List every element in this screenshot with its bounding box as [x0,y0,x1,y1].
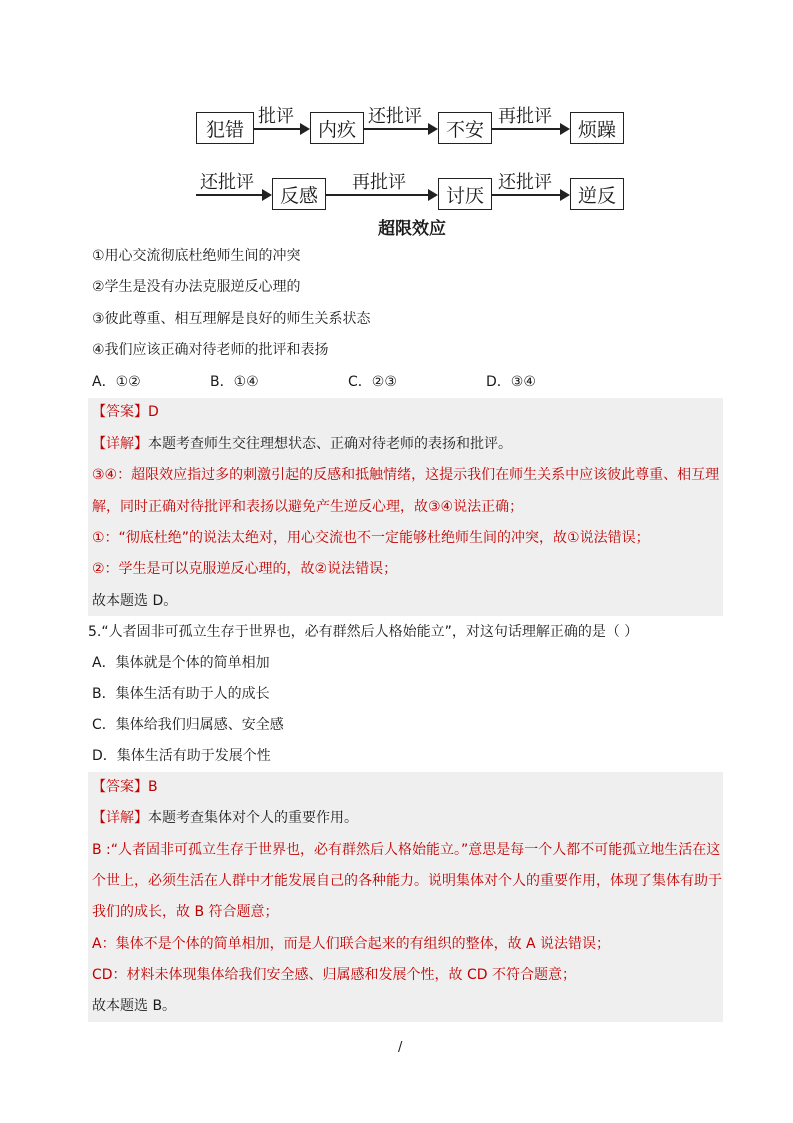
q5-detail [92,808,358,828]
q4-option-a: A．①② [92,374,141,390]
q5-detail-line-1: B :“人者固非可孤立生存于世界也，必有群然后人格始能立。”意思是每一个人都不可能孤立地生活在这 [92,842,721,858]
q4-answer-tag: 【答案】 [92,404,148,420]
statement-4: ④我们应该正确对待老师的批评和表扬 [92,342,329,358]
q5-detail-intro: 本题考查集体对个人的重要作用。 [148,810,358,826]
q4-option-d: D．③④ [486,374,536,390]
statement-3: ③彼此尊重、相互理解是良好的师生关系状态 [92,311,371,327]
q4-option-c: C．②③ [348,374,397,390]
diagram-caption: 超限效应 [378,219,446,239]
q5-answer-tag: 【答案】 [92,779,148,795]
statement-1: ①用心交流彻底杜绝师生间的冲突 [92,248,301,264]
label-zaipiping-1: 再批评 [498,106,552,127]
q5-detail-line-3: 我们的成长，故 B 符合题意； [92,904,279,920]
box-buan: 不安 [438,112,492,144]
q4-detail-line-3: ①：“彻底杜绝”的说法太绝对，用心交流也不一定能够杜绝师生间的冲突，故①说法错误； [92,530,650,546]
arrow-haipiping-lead [196,194,270,196]
label-zaipiping-2: 再批评 [352,172,406,193]
q5-answer [92,777,158,797]
q5-detail-line-2: 个世上，必须生活在人群中才能发展自己的各种能力。说明集体对个人的重要作用，体现了集体有助于 [92,873,722,889]
q5-answer-value: B [148,779,158,795]
q5-detail-line-5: CD：材料未体现集体给我们安全感、归属感和发展个性，故 CD 不符合题意； [92,967,577,983]
box-taoyan: 讨厌 [438,178,492,210]
q5-stem: 5.“人者固非可孤立生存于世界也，必有群然后人格始能立”，对这句话理解正确的是（ ） [88,624,639,640]
q4-detail-tag: 【详解】 [92,436,148,452]
q4-conclusion: 故本题选 D。 [92,593,178,609]
q4-detail-line-2: 解，同时正确对待批评和表扬以避免产生逆反心理，故③④说法正确； [92,499,524,515]
q4-answer-value: D [148,404,159,420]
q4-detail-line-1: ③④：超限效应指过多的刺激引起的反感和抵触情绪，这提示我们在师生关系中应该彼此尊重、相互理 [92,467,720,483]
label-haipiping-1: 还批评 [368,106,422,127]
arrow-haipiping-1 [364,128,436,130]
box-fangan: 反感 [272,178,326,210]
box-neijiu: 内疚 [310,112,364,144]
box-fanzao: 烦躁 [570,112,624,144]
q4-detail-intro: 本题考查师生交往理想状态、正确对待老师的表扬和批评。 [148,436,512,452]
arrow-zaipiping-2 [326,194,436,196]
q4-option-b: B．①④ [210,374,259,390]
q5-option-a: A．集体就是个体的简单相加 [92,655,270,671]
q5-option-b: B．集体生活有助于人的成长 [92,686,270,702]
label-piping: 批评 [258,106,294,127]
statement-2: ②学生是没有办法克服逆反心理的 [92,279,301,295]
q5-detail-line-4: A：集体不是个体的简单相加，而是人们联合起来的有组织的整体，故 A 说法错误； [92,936,611,952]
q5-conclusion: 故本题选 B。 [92,998,177,1014]
arrow-piping [254,128,308,130]
q5-option-c: C．集体给我们归属感、安全感 [92,717,284,733]
label-haipiping-lead: 还批评 [200,172,254,193]
box-fancuo: 犯错 [196,112,254,144]
q5-detail-tag: 【详解】 [92,810,148,826]
label-haipiping-2: 还批评 [498,172,552,193]
q5-option-d: D．集体生活有助于发展个性 [92,748,271,764]
q4-answer [92,402,159,422]
super-limit-effect-diagram [190,96,630,246]
q4-detail [92,434,512,454]
arrow-zaipiping-1 [492,128,568,130]
box-nifan: 逆反 [570,178,624,210]
arrow-haipiping-2 [492,194,568,196]
q4-detail-line-4: ②：学生是可以克服逆反心理的，故②说法错误； [92,561,398,577]
page-number: / [398,1040,403,1055]
